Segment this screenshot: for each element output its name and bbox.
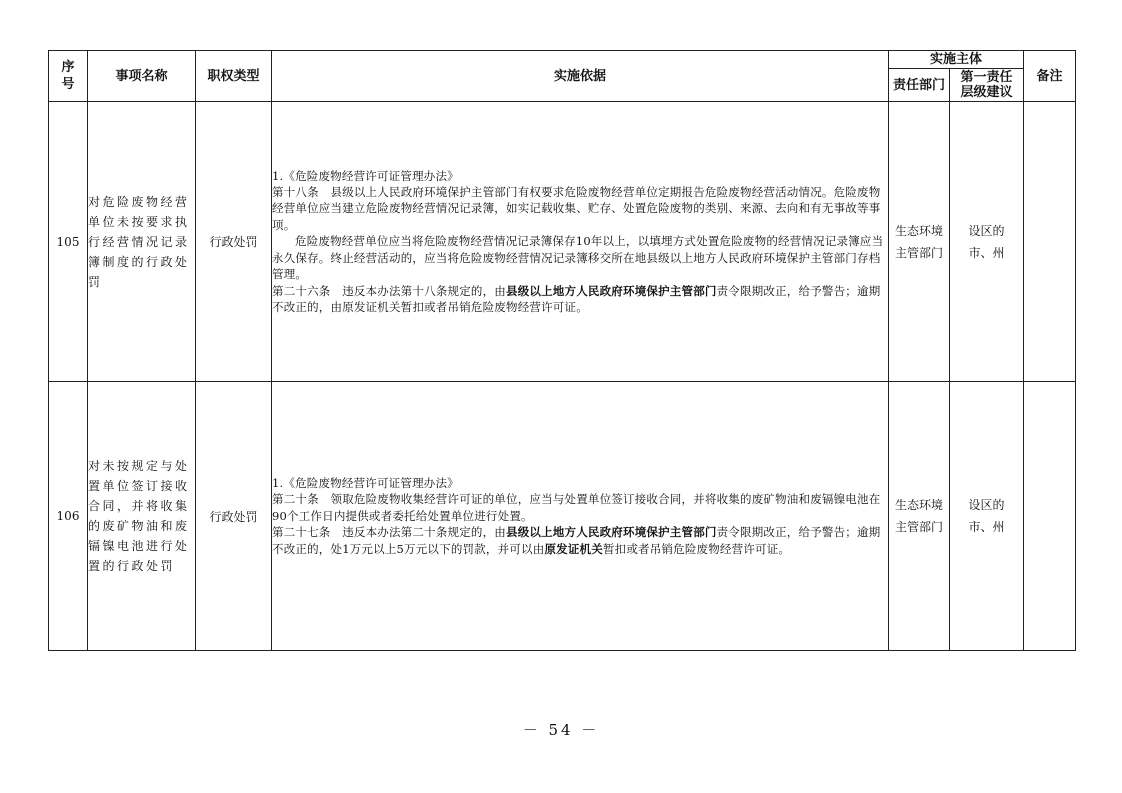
responsibility-level: 设区的市、州 (950, 382, 1024, 651)
page-number: － 54 － (522, 721, 600, 739)
legal-basis (272, 382, 889, 651)
basis-line: 1.《危险废物经营许可证管理办法》 (272, 475, 459, 490)
header-subject: 实施主体 (889, 51, 1024, 69)
bold-authority: 县级以上地方人民政府环境保护主管部门 (506, 283, 717, 298)
remark-cell (1024, 102, 1076, 382)
header-name: 事项名称 (88, 51, 196, 102)
basis-line: 1.《危险废物经营许可证管理办法》 (272, 168, 459, 183)
authority-table (48, 50, 1076, 651)
item-name: 对危险废物经营单位未按要求执行经营情况记录簿制度的行政处罚 (88, 102, 196, 382)
authority-type: 行政处罚 (196, 102, 272, 382)
basis-line: 第十八条 县级以上人民政府环境保护主管部门有权要求危险废物经营单位定期报告危险废物经营活动情况。危险废物经营单位应当建立危险废物经营情况记录簿，如实记载收集、贮存、处置危险废物的类别、来源、去向和有无事故等事项。 (272, 185, 881, 232)
responsible-dept: 生态环境主管部门 (889, 102, 950, 382)
basis-line: 第二十七条 违反本办法第二十条规定的，由县级以上地方人民政府环境保护主管部门责令限期改正，给予警告；逾期不改正的，处1万元以上5万元以下的罚款，并可以由原发证机关暂扣或者吊销危险废物经营许可证。 (272, 525, 881, 556)
basis-line: 第二十条 领取危险废物收集经营许可证的单位，应当与处置单位签订接收合同，并将收集的废矿物油和废镉镍电池在90个工作日内提供或者委托给处置单位进行处置。 (272, 492, 881, 523)
basis-line: 第二十六条 违反本办法第十八条规定的，由县级以上地方人民政府环境保护主管部门责令限期改正，给予警告；逾期不改正的，由原发证机关暂扣或者吊销危险废物经营许可证。 (272, 283, 881, 314)
authority-type: 行政处罚 (196, 382, 272, 651)
bold-authority: 县级以上地方人民政府环境保护主管部门 (506, 525, 717, 540)
basis-line: 危险废物经营单位应当将危险废物经营情况记录簿保存10年以上，以填埋方式处置危险废物的经营情况记录簿应当永久保存。终止经营活动的，应当将危险废物经营情况记录簿移交所在地县级以上地方人民政府环境保护主管部门存档管理。 (272, 234, 884, 282)
header-level: 第一责任层级建议 (950, 69, 1024, 102)
item-name: 对未按规定与处置单位签订接收合同，并将收集的废矿物油和废镉镍电池进行处置的行政处罚 (88, 382, 196, 651)
row-number: 106 (49, 382, 88, 651)
header-basis: 实施依据 (272, 51, 889, 102)
header-remark: 备注 (1024, 51, 1076, 102)
header-seq: 序号 (49, 51, 88, 102)
remark-cell (1024, 382, 1076, 651)
header-type: 职权类型 (196, 51, 272, 102)
legal-basis (272, 102, 889, 382)
table-row (49, 102, 1076, 382)
responsible-dept: 生态环境主管部门 (889, 382, 950, 651)
responsibility-level: 设区的市、州 (950, 102, 1024, 382)
table-row (49, 382, 1076, 651)
row-number: 105 (49, 102, 88, 382)
bold-authority: 原发证机关 (544, 541, 603, 556)
header-dept: 责任部门 (889, 69, 950, 102)
